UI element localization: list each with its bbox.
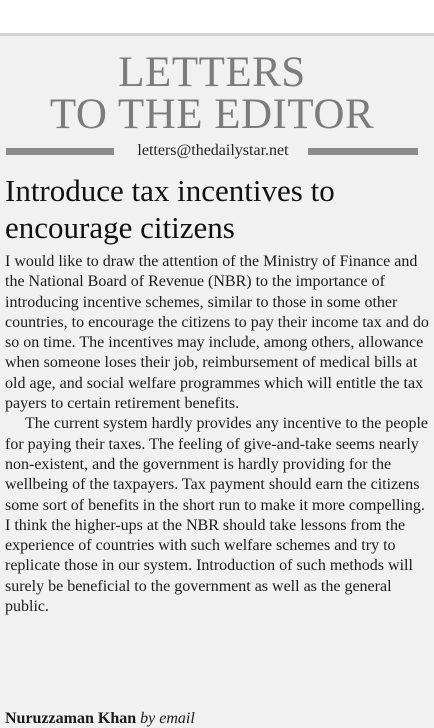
top-divider: [0, 33, 434, 36]
email-row: [6, 141, 418, 163]
section-masthead: [0, 49, 424, 138]
page-top-margin: [0, 0, 434, 33]
letter-headline: Introduce tax incentives to encourage citizens: [5, 173, 335, 245]
masthead-line-2: TO THE EDITOR: [49, 91, 375, 138]
masthead-line-1: LETTERS: [118, 49, 306, 96]
submission-method: by email: [140, 710, 195, 727]
email-rule-left: [6, 148, 114, 155]
author-name: Nuruzzaman Khan: [5, 710, 137, 727]
letter-paragraph-1: I would like to draw the attention of the Ministry of Finance and the National Board of Revenue (NBR) to the importance of introducing incentive schemes, similar to those in some other countries, to encourage the citizens to pay their income tax and do so on time. The incentives may include, among others, allowance when someone loses their job, reimbursement of medical bills at old age, and social welfare programmes which will entitle the tax payers to certain retirement benefits.: [5, 253, 429, 413]
editor-email: letters@thedailystar.net: [137, 142, 289, 159]
letter-body: [5, 252, 430, 617]
letter-paragraph-2: The current system hardly provides any incentive to the people for paying their taxes. The feeling of give-and-take seems nearly non-existent, and the government is hardly providing for the wellbeing of the taxpayers. Tax payment should earn the citizens some sort of benefits in the short run to make it more compelling. I think the higher-ups at the NBR should take lessons from the experience of countries with such welfare schemes and try to replicate those in our system. Introduction of such methods will surely be beneficial to the government as well as the general public.: [5, 415, 428, 616]
letter-signature: [5, 710, 430, 728]
email-rule-right: [308, 148, 418, 155]
